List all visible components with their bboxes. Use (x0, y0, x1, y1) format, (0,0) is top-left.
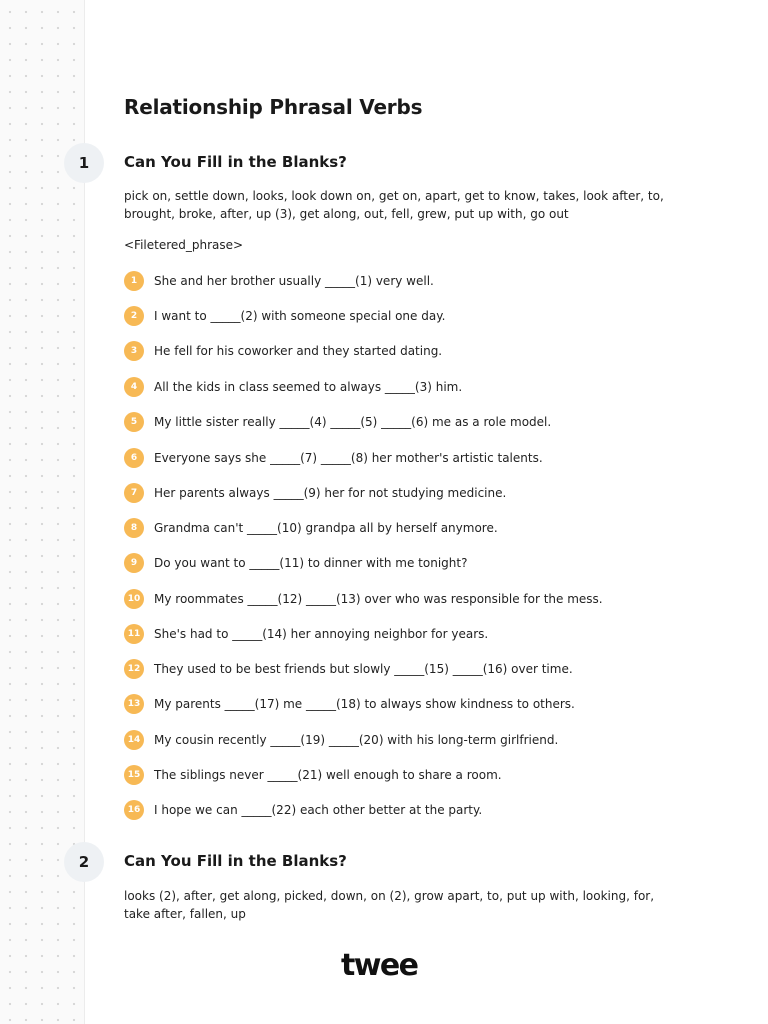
question-number-badge: 2 (124, 306, 144, 326)
word-bank-2: looks (2), after, get along, picked, down, on (2), grow apart, to, put up with, looking, for, take after, fallen, up (124, 889, 655, 921)
question-item (124, 658, 573, 680)
question-number-badge: 5 (124, 412, 144, 432)
question-number-badge: 10 (124, 589, 144, 609)
question-number-badge: 6 (124, 448, 144, 468)
question-item (124, 340, 442, 362)
question-number-badge: 14 (124, 730, 144, 750)
question-text: I hope we can _____(22) each other better at the party. (154, 803, 483, 817)
word-bank-1: pick on, settle down, looks, look down on, get on, apart, get to know, takes, look after, to, brought, broke, after, up (3), get along, out, fell, grew, put up with, go out (124, 189, 664, 221)
question-text: My parents _____(17) me _____(18) to always show kindness to others. (154, 697, 575, 711)
question-number-badge: 15 (124, 765, 144, 785)
question-item (124, 517, 498, 539)
question-text: Do you want to _____(11) to dinner with me tonight? (154, 556, 468, 570)
page-title: Relationship Phrasal Verbs (124, 95, 423, 119)
question-number-badge: 8 (124, 518, 144, 538)
question-item (124, 799, 482, 821)
question-text: Everyone says she _____(7) _____(8) her mother's artistic talents. (154, 451, 543, 465)
question-text: She's had to _____(14) her annoying neighbor for years. (154, 627, 489, 641)
question-item (124, 411, 551, 433)
question-item (124, 693, 575, 715)
question-item (124, 376, 462, 398)
question-item (124, 447, 543, 469)
filtered-phrase: <Filetered_phrase> (124, 238, 244, 252)
question-text: My roommates _____(12) _____(13) over who was responsible for the mess. (154, 592, 603, 606)
question-item (124, 764, 502, 786)
question-item (124, 588, 603, 610)
question-number-badge: 1 (124, 271, 144, 291)
section-number-2: 2 (64, 842, 104, 882)
question-number-badge: 4 (124, 377, 144, 397)
question-item (124, 623, 488, 645)
question-text: My little sister really _____(4) _____(5) _____(6) me as a role model. (154, 415, 552, 429)
question-number-badge: 7 (124, 483, 144, 503)
question-number-badge: 11 (124, 624, 144, 644)
question-number-badge: 12 (124, 659, 144, 679)
question-item (124, 305, 445, 327)
question-text: Grandma can't _____(10) grandpa all by herself anymore. (154, 521, 498, 535)
twee-logo: twee (341, 948, 418, 983)
section-number-1: 1 (64, 143, 104, 183)
question-text: They used to be best friends but slowly _____(15) _____(16) over time. (154, 662, 573, 676)
section-title-2: Can You Fill in the Blanks? (124, 852, 347, 870)
question-text: The siblings never _____(21) well enough to share a room. (154, 768, 502, 782)
question-number-badge: 13 (124, 694, 144, 714)
question-text: Her parents always _____(9) her for not studying medicine. (154, 486, 507, 500)
question-item (124, 552, 467, 574)
question-text: She and her brother usually _____(1) very well. (154, 274, 434, 288)
question-text: All the kids in class seemed to always _____(3) him. (154, 380, 463, 394)
question-item (124, 482, 506, 504)
question-number-badge: 16 (124, 800, 144, 820)
question-text: He fell for his coworker and they started dating. (154, 344, 443, 358)
question-item (124, 270, 434, 292)
section-title-1: Can You Fill in the Blanks? (124, 153, 347, 171)
question-number-badge: 3 (124, 341, 144, 361)
question-number-badge: 9 (124, 553, 144, 573)
question-text: My cousin recently _____(19) _____(20) with his long-term girlfriend. (154, 733, 559, 747)
question-item (124, 729, 558, 751)
question-text: I want to _____(2) with someone special one day. (154, 309, 446, 323)
